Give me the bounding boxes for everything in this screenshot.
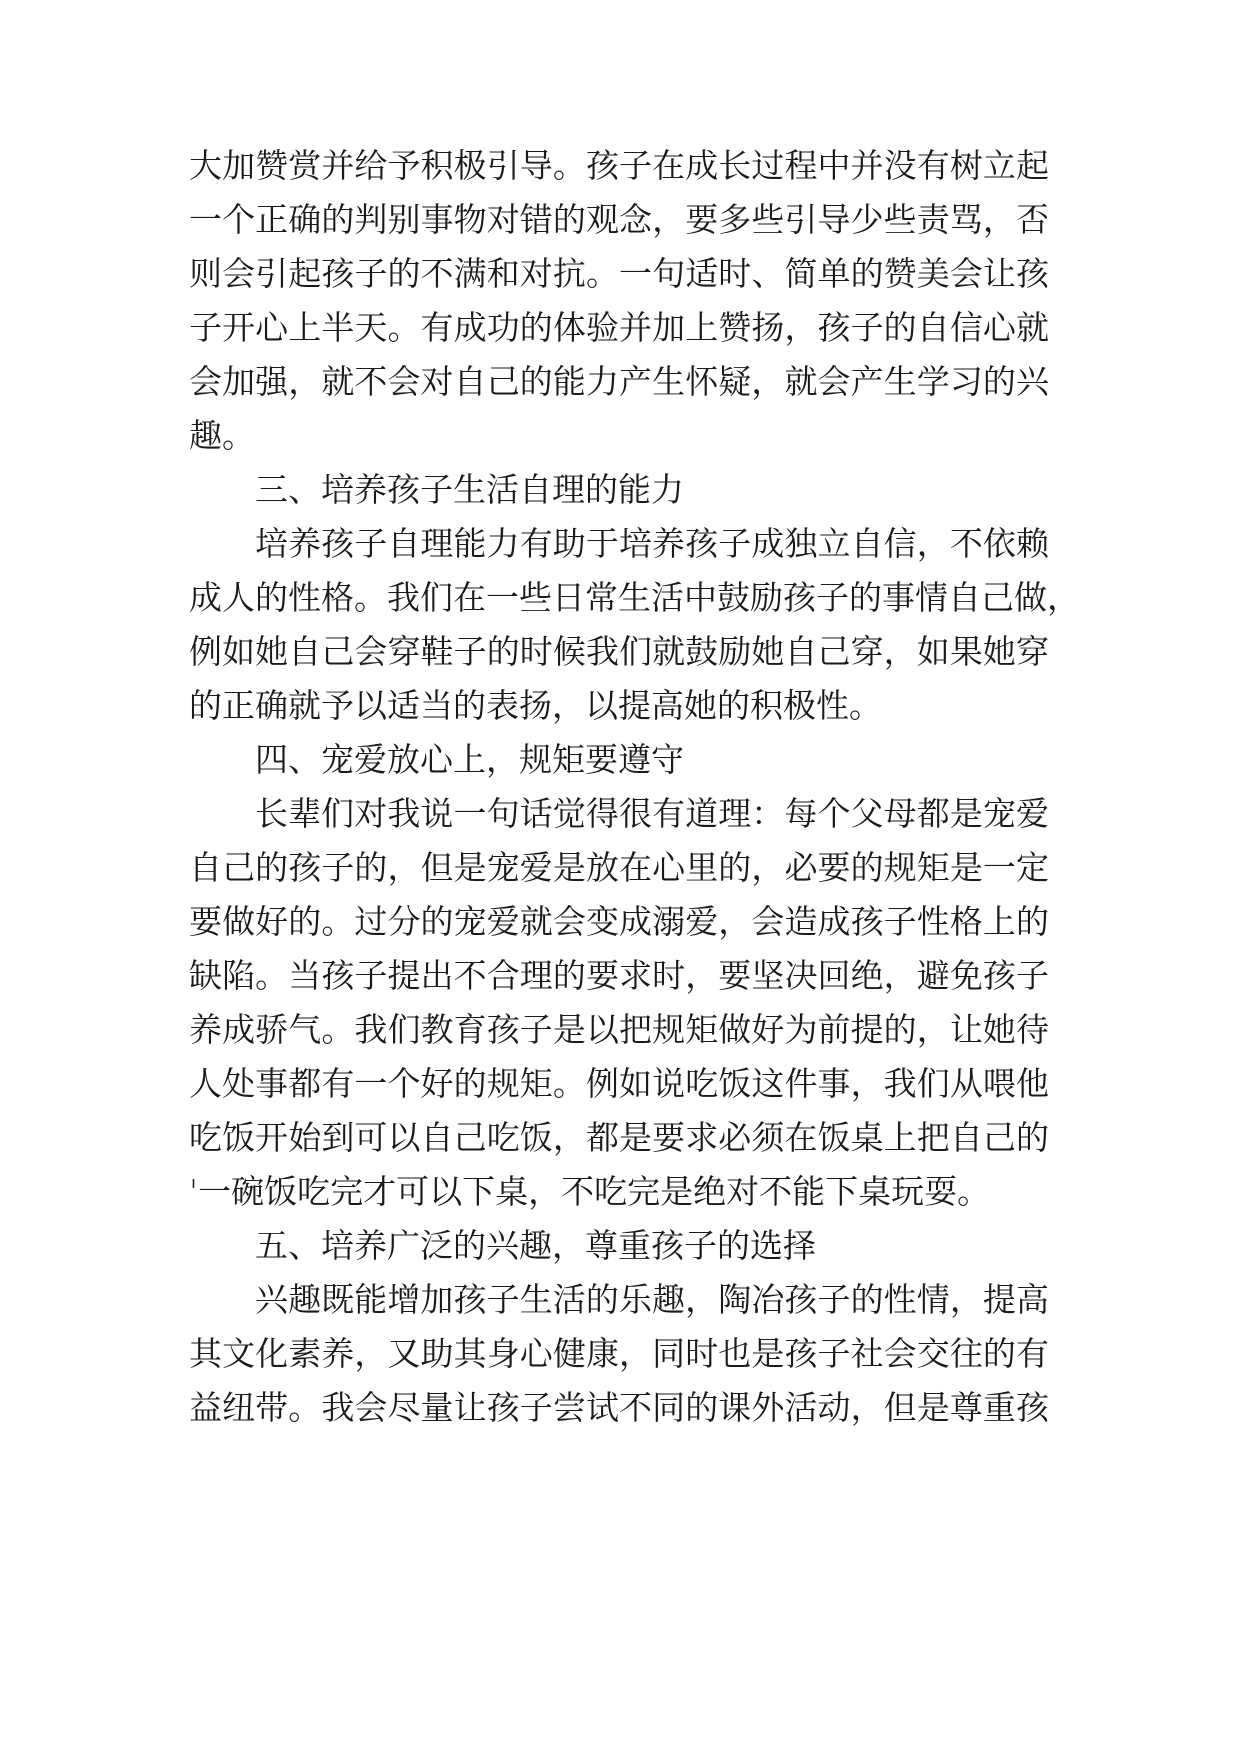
body-text-line: 趣。 [189, 416, 255, 455]
paragraph-first-line: 兴趣既能增加孩子生活的乐趣，陶冶孩子的性情，提高 [255, 1280, 1049, 1319]
section-heading-4: 四、宠爱放心上，规矩要遵守 [255, 740, 684, 779]
body-text-line: 例如她自己会穿鞋子的时候我们就鼓励她自己穿，如果她穿 [189, 632, 1049, 671]
section-heading-5: 五、培养广泛的兴趣，尊重孩子的选择 [255, 1226, 816, 1265]
body-text-line: 益纽带。我会尽量让孩子尝试不同的课外活动，但是尊重孩 [189, 1388, 1049, 1427]
body-text-line: 子开心上半天。有成功的体验并加上赞扬，孩子的自信心就 [189, 308, 1049, 347]
body-text-line: 则会引起孩子的不满和对抗。一句适时、简单的赞美会让孩 [189, 254, 1049, 293]
body-text-line: 缺陷。当孩子提出不合理的要求时，要坚决回绝，避免孩子 [189, 956, 1049, 995]
body-text-line: 自己的孩子的，但是宠爱是放在心里的，必要的规矩是一定 [189, 848, 1049, 887]
paragraph-first-line: 长辈们对我说一句话觉得很有道理：每个父母都是宠爱 [255, 794, 1049, 833]
body-text-line: 养成骄气。我们教育孩子是以把规矩做好为前提的，让她待 [189, 1010, 1049, 1049]
body-text-line: 其文化素养，又助其身心健康，同时也是孩子社会交往的有 [189, 1334, 1049, 1373]
body-text-line: 会加强，就不会对自己的能力产生怀疑，就会产生学习的兴 [189, 362, 1049, 401]
body-text-line: '一碗饭吃完才可以下桌，不吃完是绝对不能下桌玩耍。 [189, 1172, 991, 1211]
paragraph-first-line: 培养孩子自理能力有助于培养孩子成独立自信，不依赖 [255, 524, 1049, 563]
section-heading-3: 三、培养孩子生活自理的能力 [255, 470, 684, 509]
body-text-line: 的正确就予以适当的表扬，以提高她的积极性。 [189, 686, 882, 725]
body-text-line: 成人的性格。我们在一些日常生活中鼓励孩子的事情自己做， [189, 578, 1080, 617]
body-text-line: 要做好的。过分的宠爱就会变成溺爱，会造成孩子性格上的 [189, 902, 1049, 941]
body-text-line: 人处事都有一个好的规矩。例如说吃饭这件事，我们从喂他 [189, 1064, 1049, 1103]
body-text-line: 一个正确的判别事物对错的观念，要多些引导少些责骂，否 [189, 200, 1049, 239]
body-text-line: 大加赞赏并给予积极引导。孩子在成长过程中并没有树立起 [189, 146, 1049, 185]
body-text-line: 吃饭开始到可以自己吃饭，都是要求必须在饭桌上把自己的 [189, 1118, 1049, 1157]
